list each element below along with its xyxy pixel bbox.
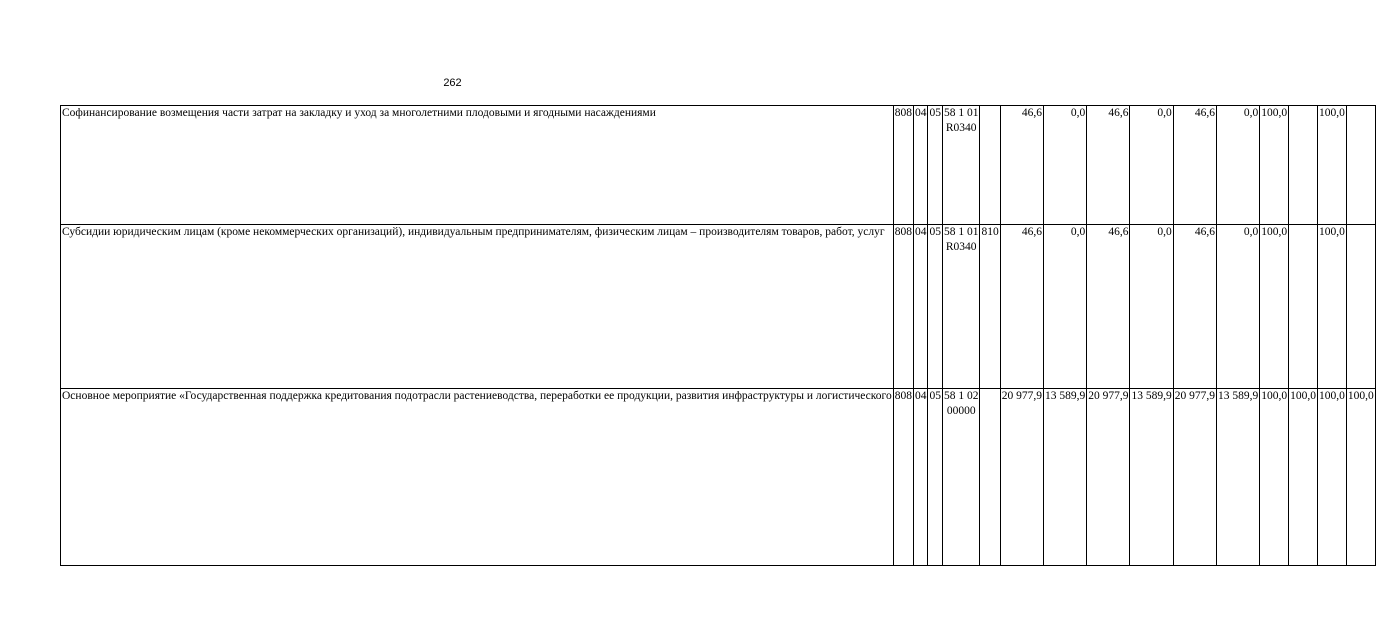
percent-cell: 100,0 (1317, 106, 1346, 225)
target-article-line1: 58 1 01 (943, 107, 979, 119)
expense-type-code: 810 (980, 225, 1000, 389)
percent-cell (1289, 106, 1318, 225)
target-article-line1: 58 1 01 (943, 226, 979, 238)
target-article-code (942, 389, 980, 566)
row-name: Субсидии юридическим лицам (кроме некоммерческих организаций), индивидуальным предпринимателям, физическим лицам – производителям товаров, работ, услуг (61, 225, 894, 389)
amount-cell: 0,0 (1216, 106, 1259, 225)
subsection-code: 05 (928, 225, 943, 389)
amount-cell: 0,0 (1216, 225, 1259, 389)
percent-cell: 100,0 (1289, 389, 1318, 566)
grbs-code: 808 (893, 389, 913, 566)
percent-cell: 100,0 (1260, 225, 1289, 389)
amount-cell: 20 977,9 (1000, 389, 1043, 566)
grbs-code: 808 (893, 106, 913, 225)
target-article-line2: R0340 (945, 241, 977, 253)
percent-cell: 100,0 (1346, 389, 1375, 566)
percent-cell: 100,0 (1260, 389, 1289, 566)
percent-cell (1346, 106, 1375, 225)
percent-cell: 100,0 (1317, 225, 1346, 389)
subsection-code: 05 (928, 389, 943, 566)
amount-cell: 46,6 (1000, 106, 1043, 225)
amount-cell: 46,6 (1173, 106, 1216, 225)
target-article-line2: R0340 (945, 122, 977, 134)
target-article-line1: 58 1 02 (943, 390, 979, 402)
subsection-code: 05 (928, 106, 943, 225)
amount-cell: 13 589,9 (1130, 389, 1173, 566)
expense-type-code (980, 106, 1000, 225)
amount-cell: 0,0 (1130, 225, 1173, 389)
section-code: 04 (913, 106, 928, 225)
amount-cell: 0,0 (1043, 225, 1086, 389)
amount-cell: 46,6 (1087, 225, 1130, 389)
row-name: Основное мероприятие «Государственная поддержка кредитования подотрасли растениеводства, переработки ее продукции, развития инфраструктуры и логистического (61, 389, 894, 566)
percent-cell (1289, 225, 1318, 389)
target-article-code (942, 225, 980, 389)
target-article-code (942, 106, 980, 225)
percent-cell: 100,0 (1317, 389, 1346, 566)
amount-cell: 46,6 (1000, 225, 1043, 389)
target-article-line2: 00000 (946, 405, 976, 417)
row-name: Софинансирование возмещения части затрат на закладку и уход за многолетними плодовыми и ягодными насаждениями (61, 106, 894, 225)
amount-cell: 13 589,9 (1043, 389, 1086, 566)
amount-cell: 13 589,9 (1216, 389, 1259, 566)
table-row (61, 106, 1376, 225)
section-code: 04 (913, 389, 928, 566)
amount-cell: 46,6 (1087, 106, 1130, 225)
amount-cell: 20 977,9 (1087, 389, 1130, 566)
amount-cell: 0,0 (1130, 106, 1173, 225)
percent-cell: 100,0 (1260, 106, 1289, 225)
table-row (61, 225, 1376, 389)
amount-cell: 46,6 (1173, 225, 1216, 389)
budget-table (60, 105, 1376, 566)
amount-cell: 0,0 (1043, 106, 1086, 225)
grbs-code: 808 (893, 225, 913, 389)
amount-cell: 20 977,9 (1173, 389, 1216, 566)
page-number: 262 (443, 77, 462, 89)
table-row (61, 389, 1376, 566)
percent-cell (1346, 225, 1375, 389)
expense-type-code (980, 389, 1000, 566)
section-code: 04 (913, 225, 928, 389)
